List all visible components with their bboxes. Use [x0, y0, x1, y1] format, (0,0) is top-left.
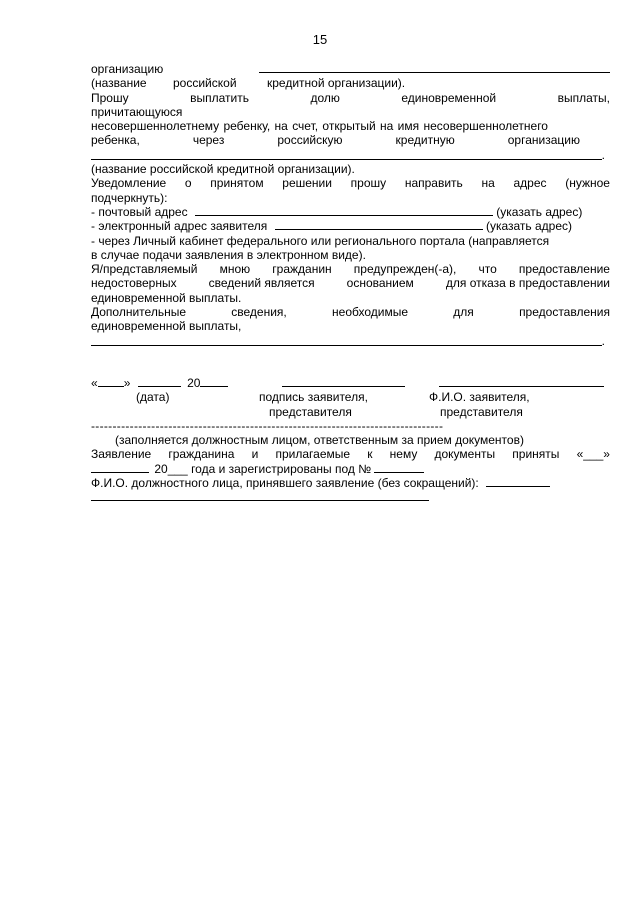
org-line [91, 62, 610, 76]
signature-captions-2: представителя представителя [269, 404, 523, 419]
due-line: причитающуюся [91, 104, 183, 119]
official-note: (заполняется должностным лицом, ответственным за прием документов) [115, 433, 524, 448]
bank-name-field[interactable]: . [91, 148, 610, 162]
warning-line-2: недостоверных сведений является основанием для отказа в предоставлении [91, 276, 610, 291]
official-name-field[interactable] [486, 476, 550, 487]
postal-address-field[interactable] [195, 205, 493, 216]
pay-request-line: Прошу выплатить долю единовременной выплаты, [91, 90, 610, 105]
accepted-line-1: Заявление гражданина и прилагаемые к нему документы приняты «___» [91, 447, 610, 462]
warning-line-1: Я/представляемый мною гражданин предупрежден(-а), что предоставление [91, 262, 610, 277]
email-address-field[interactable] [275, 219, 483, 230]
official-name-line: Ф.И.О. должностного лица, принявшего заявление (без сокращений): [91, 476, 610, 490]
bank-name-caption-2: (название российской кредитной организации). [91, 162, 355, 177]
application-form [91, 62, 610, 505]
date-caption: (дата) [136, 390, 170, 405]
official-name-continuation[interactable] [91, 490, 610, 504]
signature-captions-1 [91, 390, 610, 404]
minor-line-1: несовершеннолетнему ребенку, на счет, открытый на имя несовершеннолетнего [91, 119, 548, 134]
extra-info-line-1: Дополнительные сведения, необходимые для предоставления [91, 305, 610, 320]
extra-info-line-2: единовременной выплаты, [91, 319, 242, 334]
signature-caption: подпись заявителя, [259, 390, 368, 405]
accepted-line-2: 20___ года и зарегистрированы под № [91, 462, 610, 476]
notify-line-1: Уведомление о принятом решении прошу направить на адрес (нужное [91, 176, 610, 191]
page-number: 15 [312, 32, 328, 47]
cabinet-line-2: в случае подачи заявления в электронном виде). [91, 247, 366, 262]
separator-line: ---------------------------------------------------------------------------------- [91, 418, 444, 433]
date-field[interactable]: « » 20 [91, 376, 228, 390]
postal-address-line: - почтовый адрес (указать адрес) [91, 204, 583, 219]
cabinet-line-1: - через Личный кабинет федерального или регионального портала (направляется [91, 233, 550, 248]
minor-line-2: ребенка, через российскую кредитную организацию [91, 133, 580, 148]
signature-field[interactable] [282, 376, 405, 387]
warning-line-3: единовременной выплаты. [91, 290, 242, 305]
signature-row [91, 376, 610, 390]
accepted-date-field[interactable] [91, 462, 149, 473]
org-field[interactable] [259, 62, 610, 73]
email-address-line: - электронный адрес заявителя (указать адрес) [91, 219, 573, 234]
fio-field[interactable] [439, 376, 604, 387]
org-label: организацию [91, 62, 164, 76]
notify-line-2: подчеркнуть): [91, 190, 168, 205]
extra-info-field[interactable]: . [91, 334, 610, 348]
fio-caption: Ф.И.О. заявителя, [429, 390, 530, 405]
bank-name-caption-1: (название российской кредитной организации). [91, 76, 406, 91]
registration-number-field[interactable] [374, 462, 424, 473]
